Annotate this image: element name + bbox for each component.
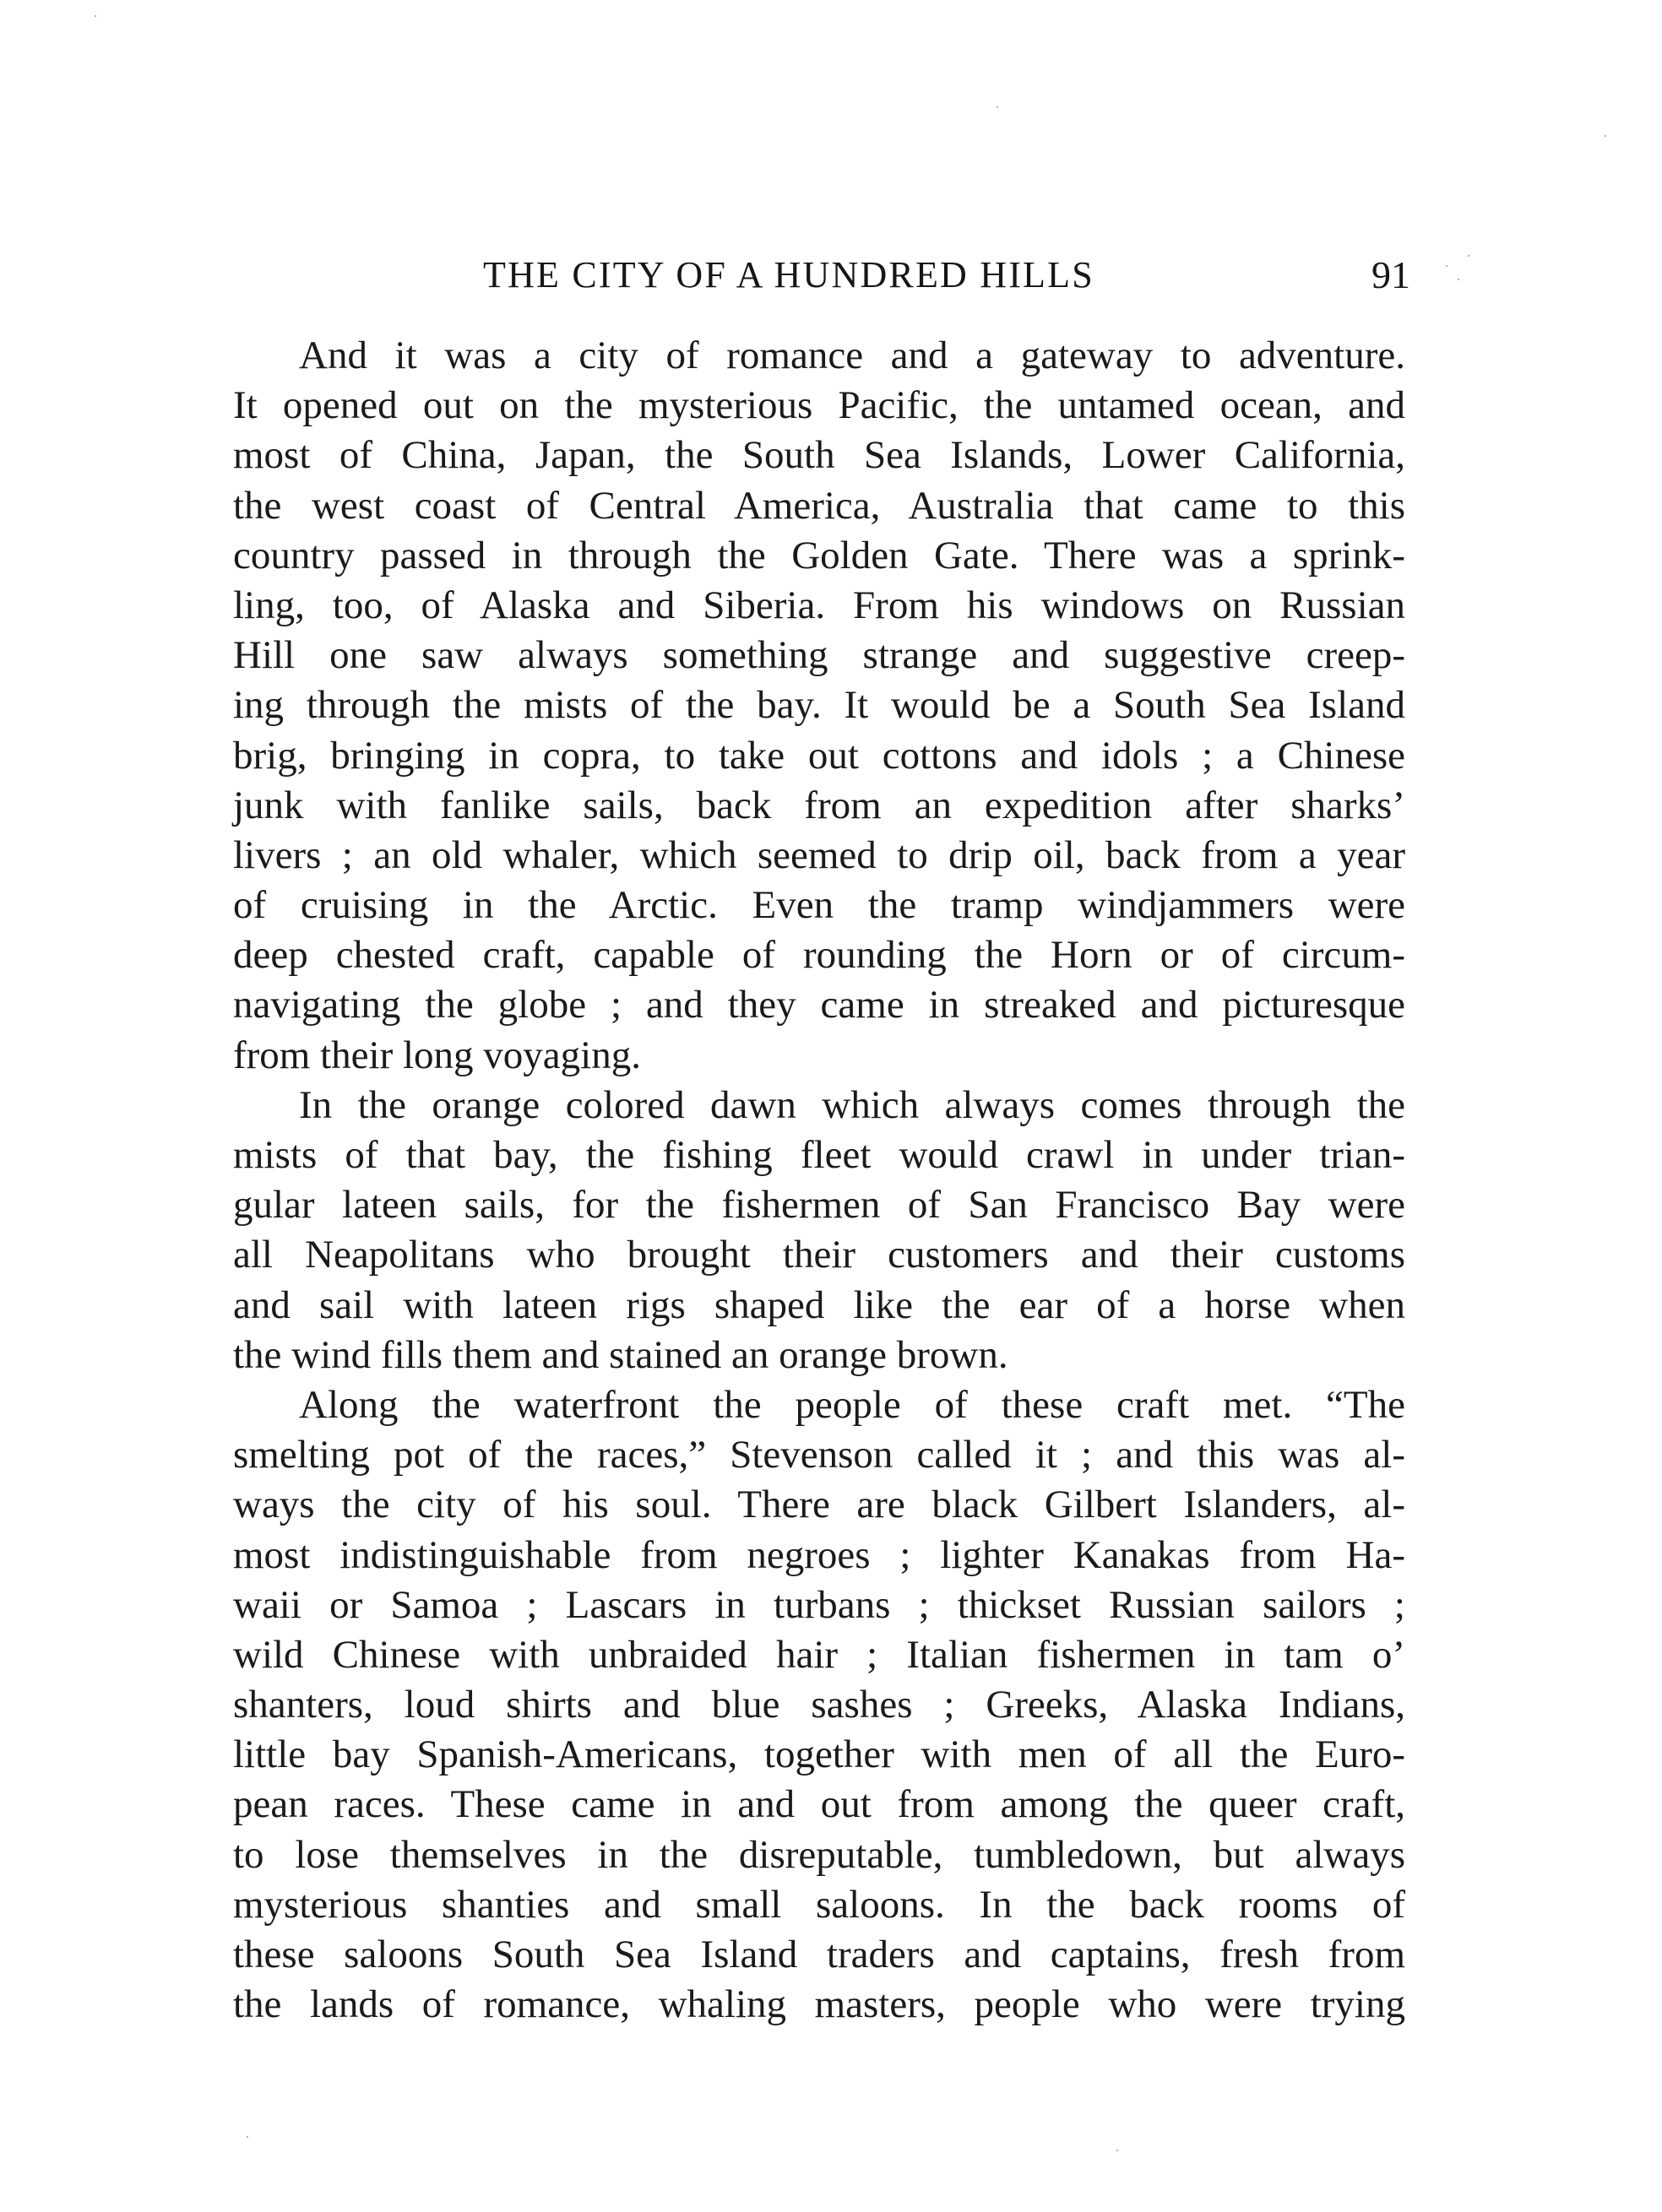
scan-speck <box>247 2136 248 2138</box>
body-text <box>233 331 1405 2030</box>
paragraph-1 <box>233 331 1405 1081</box>
scan-speck <box>95 15 96 17</box>
text-line: junk with fanlike sails, back from an expedition after sharks’ <box>233 783 1405 827</box>
text-line: these saloons South Sea Island traders and captains, fresh from <box>233 1933 1405 1976</box>
text-line: little bay Spanish-Americans, together with men of all the Euro- <box>233 1732 1405 1777</box>
text-line: all Neapolitans who brought their customers and their customs <box>233 1233 1405 1277</box>
text-line: ling, too, of Alaska and Siberia. From his windows on Russian <box>233 583 1405 627</box>
text-line: In the orange colored dawn which always comes through the <box>299 1082 1405 1127</box>
text-line: brig, bringing in copra, to take out cottons and idols ; a Chinese <box>233 733 1405 778</box>
scan-speck <box>1116 2150 1118 2151</box>
text-line: most of China, Japan, the South Sea Islands, Lower California, <box>233 433 1405 478</box>
text-line: And it was a city of romance and a gateway to adventure. <box>299 333 1405 377</box>
text-line: from their long voyaging. <box>233 1033 641 1077</box>
text-line: deep chested craft, capable of rounding the Horn or of circum- <box>233 933 1405 978</box>
scan-speck <box>1458 279 1459 280</box>
text-line: mysterious shanties and small saloons. In the back rooms of <box>233 1882 1405 1927</box>
text-line: the wind fills them and stained an orange brown. <box>233 1332 1008 1377</box>
text-line: navigating the globe ; and they came in streaked and picturesque <box>233 983 1405 1027</box>
scan-speck <box>1468 255 1469 257</box>
text-line: It opened out on the mysterious Pacific, the untamed ocean, and <box>233 383 1405 428</box>
scan-speck <box>1446 265 1447 267</box>
text-line: most indistinguishable from negroes ; lighter Kanakas from Ha- <box>233 1532 1405 1577</box>
text-line: gular lateen sails, for the fishermen of San Francisco Bay were <box>233 1183 1405 1228</box>
text-line: smelting pot of the races,” Stevenson called it ; and this was al- <box>233 1433 1405 1477</box>
text-line: shanters, loud shirts and blue sashes ; Greeks, Alaska Indians, <box>233 1683 1405 1727</box>
text-line: livers ; an old whaler, which seemed to drip oil, back from a year <box>233 832 1405 877</box>
text-line: mists of that bay, the fishing fleet would crawl in under trian- <box>233 1133 1405 1177</box>
text-line: waii or Samoa ; Lascars in turbans ; thickset Russian sailors ; <box>233 1582 1405 1627</box>
text-line: Hill one saw always something strange and suggestive creep- <box>233 633 1405 678</box>
scan-speck <box>1605 135 1606 137</box>
text-line: Along the waterfront the people of these craft met. “The <box>299 1382 1405 1427</box>
text-line: pean races. These came in and out from among the queer craft, <box>233 1782 1405 1827</box>
text-line: of cruising in the Arctic. Even the tramp windjammers were <box>233 883 1405 928</box>
page-number: 91 <box>1371 253 1410 296</box>
text-line: the lands of romance, whaling masters, people who were trying <box>233 1982 1405 2027</box>
paragraph-3 <box>233 1380 1405 2030</box>
text-line: wild Chinese with unbraided hair ; Italian fishermen in tam o’ <box>233 1632 1405 1677</box>
scan-speck <box>997 106 998 108</box>
text-line: country passed in through the Golden Gate. There was a sprink- <box>233 533 1405 577</box>
running-head: THE CITY OF A HUNDRED HILLS <box>483 254 1094 295</box>
paragraph-2 <box>233 1081 1405 1380</box>
text-line: to lose themselves in the disreputable, tumbledown, but always <box>233 1832 1405 1877</box>
text-line: the west coast of Central America, Australia that came to this <box>233 483 1405 528</box>
text-line: and sail with lateen rigs shaped like the ear of a horse when <box>233 1282 1405 1327</box>
text-line: ways the city of his soul. There are black Gilbert Islanders, al- <box>233 1483 1405 1527</box>
text-line: ing through the mists of the bay. It would be a South Sea Island <box>233 683 1405 728</box>
